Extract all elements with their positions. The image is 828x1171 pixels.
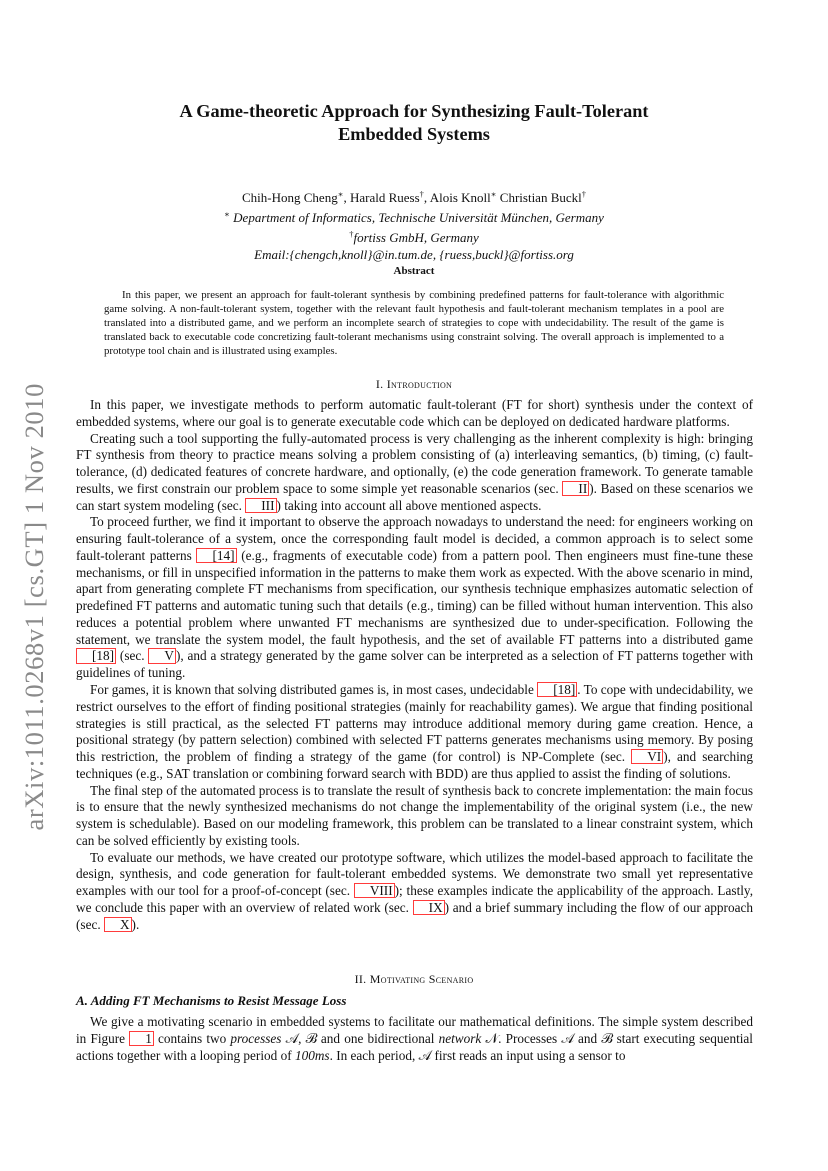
affiliation-1: ∗ Department of Informatics, Technische Universität München, Germany: [224, 209, 604, 225]
motivating-scenario-body: [76, 1014, 753, 1064]
author-emails: Email:{chengch,knoll}@in.tum.de, {ruess,buckl}@fortiss.org: [254, 247, 574, 262]
author-names: Chih-Hong Cheng∗, Harald Ruess†, Alois Knoll∗ Christian Buckl†: [242, 189, 586, 205]
paragraph: For games, it is known that solving distributed games is, in most cases, undecidable [18] . To cope with undecidability, we restrict ourselves to the effort of finding positional strategies (mainly for reachability games). We argue that finding positional strategies is still practical, as the selected FT patterns may introduce additional memory during game creation. Hence, a positional strategy (by pattern selection) combined with selected FT patterns generates mechanisms using memory. By posing this restriction, the problem of finding a strategy of the game (for control) is NP-Complete (sec. VI ), and searching techniques (e.g., SAT translation or combining forward search with BDD) are thus applied to assist the finding of solutions.: [76, 682, 753, 781]
section-link[interactable]: V: [148, 648, 176, 663]
abstract-heading: Abstract: [393, 265, 435, 277]
paragraph: We give a motivating scenario in embedded systems to facilitate our mathematical definitions. The simple system described in Figure 1 contains two processes 𝒜, ℬ and one bidirectional network 𝒩. Processes 𝒜 and ℬ start executing sequential actions together with a looping period of 100ms. In each period, 𝒜 first reads an input using a sensor to: [76, 1014, 753, 1063]
affiliation-2: †fortiss GmbH, Germany: [349, 229, 479, 245]
section-link[interactable]: VIII: [354, 883, 395, 898]
paragraph: To proceed further, we find it important to observe the approach nowadays to understand the need: for engineers working on ensuring fault-tolerance of a system, once the corresponding fault model is decided, a common approach is to select some fault-tolerant patterns [14] (e.g., fragments of executable code) from a pattern pool. Then engineers must fine-tune these mechanisms, or fill in unspecified information in the patterns to make them work as expected. With the above scenario in mind, apart from generating complete FT mechanisms from specification, our synthesis technique emphasizes automatic selection of predefined FT patterns and automatic tuning such that details (e.g., timing) can be filled without human intervention. This also reduces a potential problem where unwanted FT mechanisms are synthesized due to under-specification. Following the statement, we translate the system model, the fault hypothesis, and the set of available FT patterns into a distributed game [18] (sec. V ), and a strategy generated by the game solver can be interpreted as a selection of FT patterns together with guidelines of tuning.: [76, 514, 753, 681]
subsection-heading: A. Adding FT Mechanisms to Resist Message Loss: [76, 993, 347, 1008]
figure-link[interactable]: 1: [129, 1031, 154, 1046]
paragraph: In this paper, we investigate methods to perform automatic fault-tolerant (FT for short) synthesis under the context of embedded systems, where our goal is to generate executable code which can be deployed on dedicated hardware platforms.: [76, 397, 753, 429]
arxiv-identifier: arXiv:1011.0268v1 [cs.GT] 1 Nov 2010: [18, 383, 49, 831]
citation-link[interactable]: [14]: [196, 548, 236, 563]
section-heading-introduction: I. Introduction: [375, 377, 453, 391]
section-link[interactable]: IX: [413, 900, 445, 915]
arxiv-stamp: [12, 372, 56, 842]
section-link[interactable]: VI: [631, 749, 663, 764]
abstract-text: In this paper, we present an approach for fault-tolerant synthesis by combining predefined patterns for fault-tolerance with algorithmic game solving. A non-fault-tolerant system, together with the relevant fault hypothesis and fault-tolerant mechanism templates in a pool are translated into a distributed game, and we perform an incomplete search of strategies to cope with undecidability. The result of the game is translated back to executable code concretizing fault-tolerant mechanisms using constraint solving. The overall approach is implemented to a prototype tool chain and is illustrated using examples.: [104, 289, 724, 357]
author-block: [140, 186, 688, 263]
section-link[interactable]: X: [104, 917, 132, 932]
citation-link[interactable]: [18]: [537, 682, 577, 697]
citation-link[interactable]: [18]: [76, 648, 116, 663]
paragraph: The final step of the automated process is to translate the result of synthesis back to concrete implementation: the main focus is to ensure that the newly synthesized mechanisms do not change the implementability of the original system (i.e., the new system is schedulable). Based on our modeling framework, this problem can be translated to a linear constraint system, which can be solved efficiently by existing tools.: [76, 782, 753, 848]
paper-title: [110, 100, 718, 146]
introduction-body: [76, 397, 753, 934]
title-line-1: A Game-theoretic Approach for Synthesizing Fault-Tolerant: [179, 101, 649, 121]
paragraph: Creating such a tool supporting the fully-automated process is very challenging as the inherent complexity is high: bringing FT synthesis from theory to practice means solving a problem consisting of (a) interleaving semantics, (b) timing, (c) fault-tolerance, (d) dedicated features of concrete hardware, and optionally, (e) the code generation framework. To generate tamable results, we first constrain our problem space to some simple yet reasonable scenarios (sec. II ). Based on these scenarios we can start system modeling (sec. III ) taking into account all above mentioned aspects.: [76, 430, 753, 513]
section-link[interactable]: III: [245, 498, 276, 513]
paragraph: To evaluate our methods, we have created our prototype software, which utilizes the model-based approach to facilitate the design, synthesis, and code generation for fault-tolerant embedded systems. We demonstrate two small yet representative examples with our tool for a proof-of-concept (sec. VIII ); these examples indicate the applicability of the approach. Lastly, we conclude this paper with an overview of related work (sec. IX ) and a brief summary including the flow of our approach (sec. X ).: [76, 849, 754, 932]
title-line-2: Embedded Systems: [338, 124, 490, 144]
section-heading-motivating-scenario: II. Motivating Scenario: [354, 972, 474, 986]
section-link[interactable]: II: [562, 481, 589, 496]
